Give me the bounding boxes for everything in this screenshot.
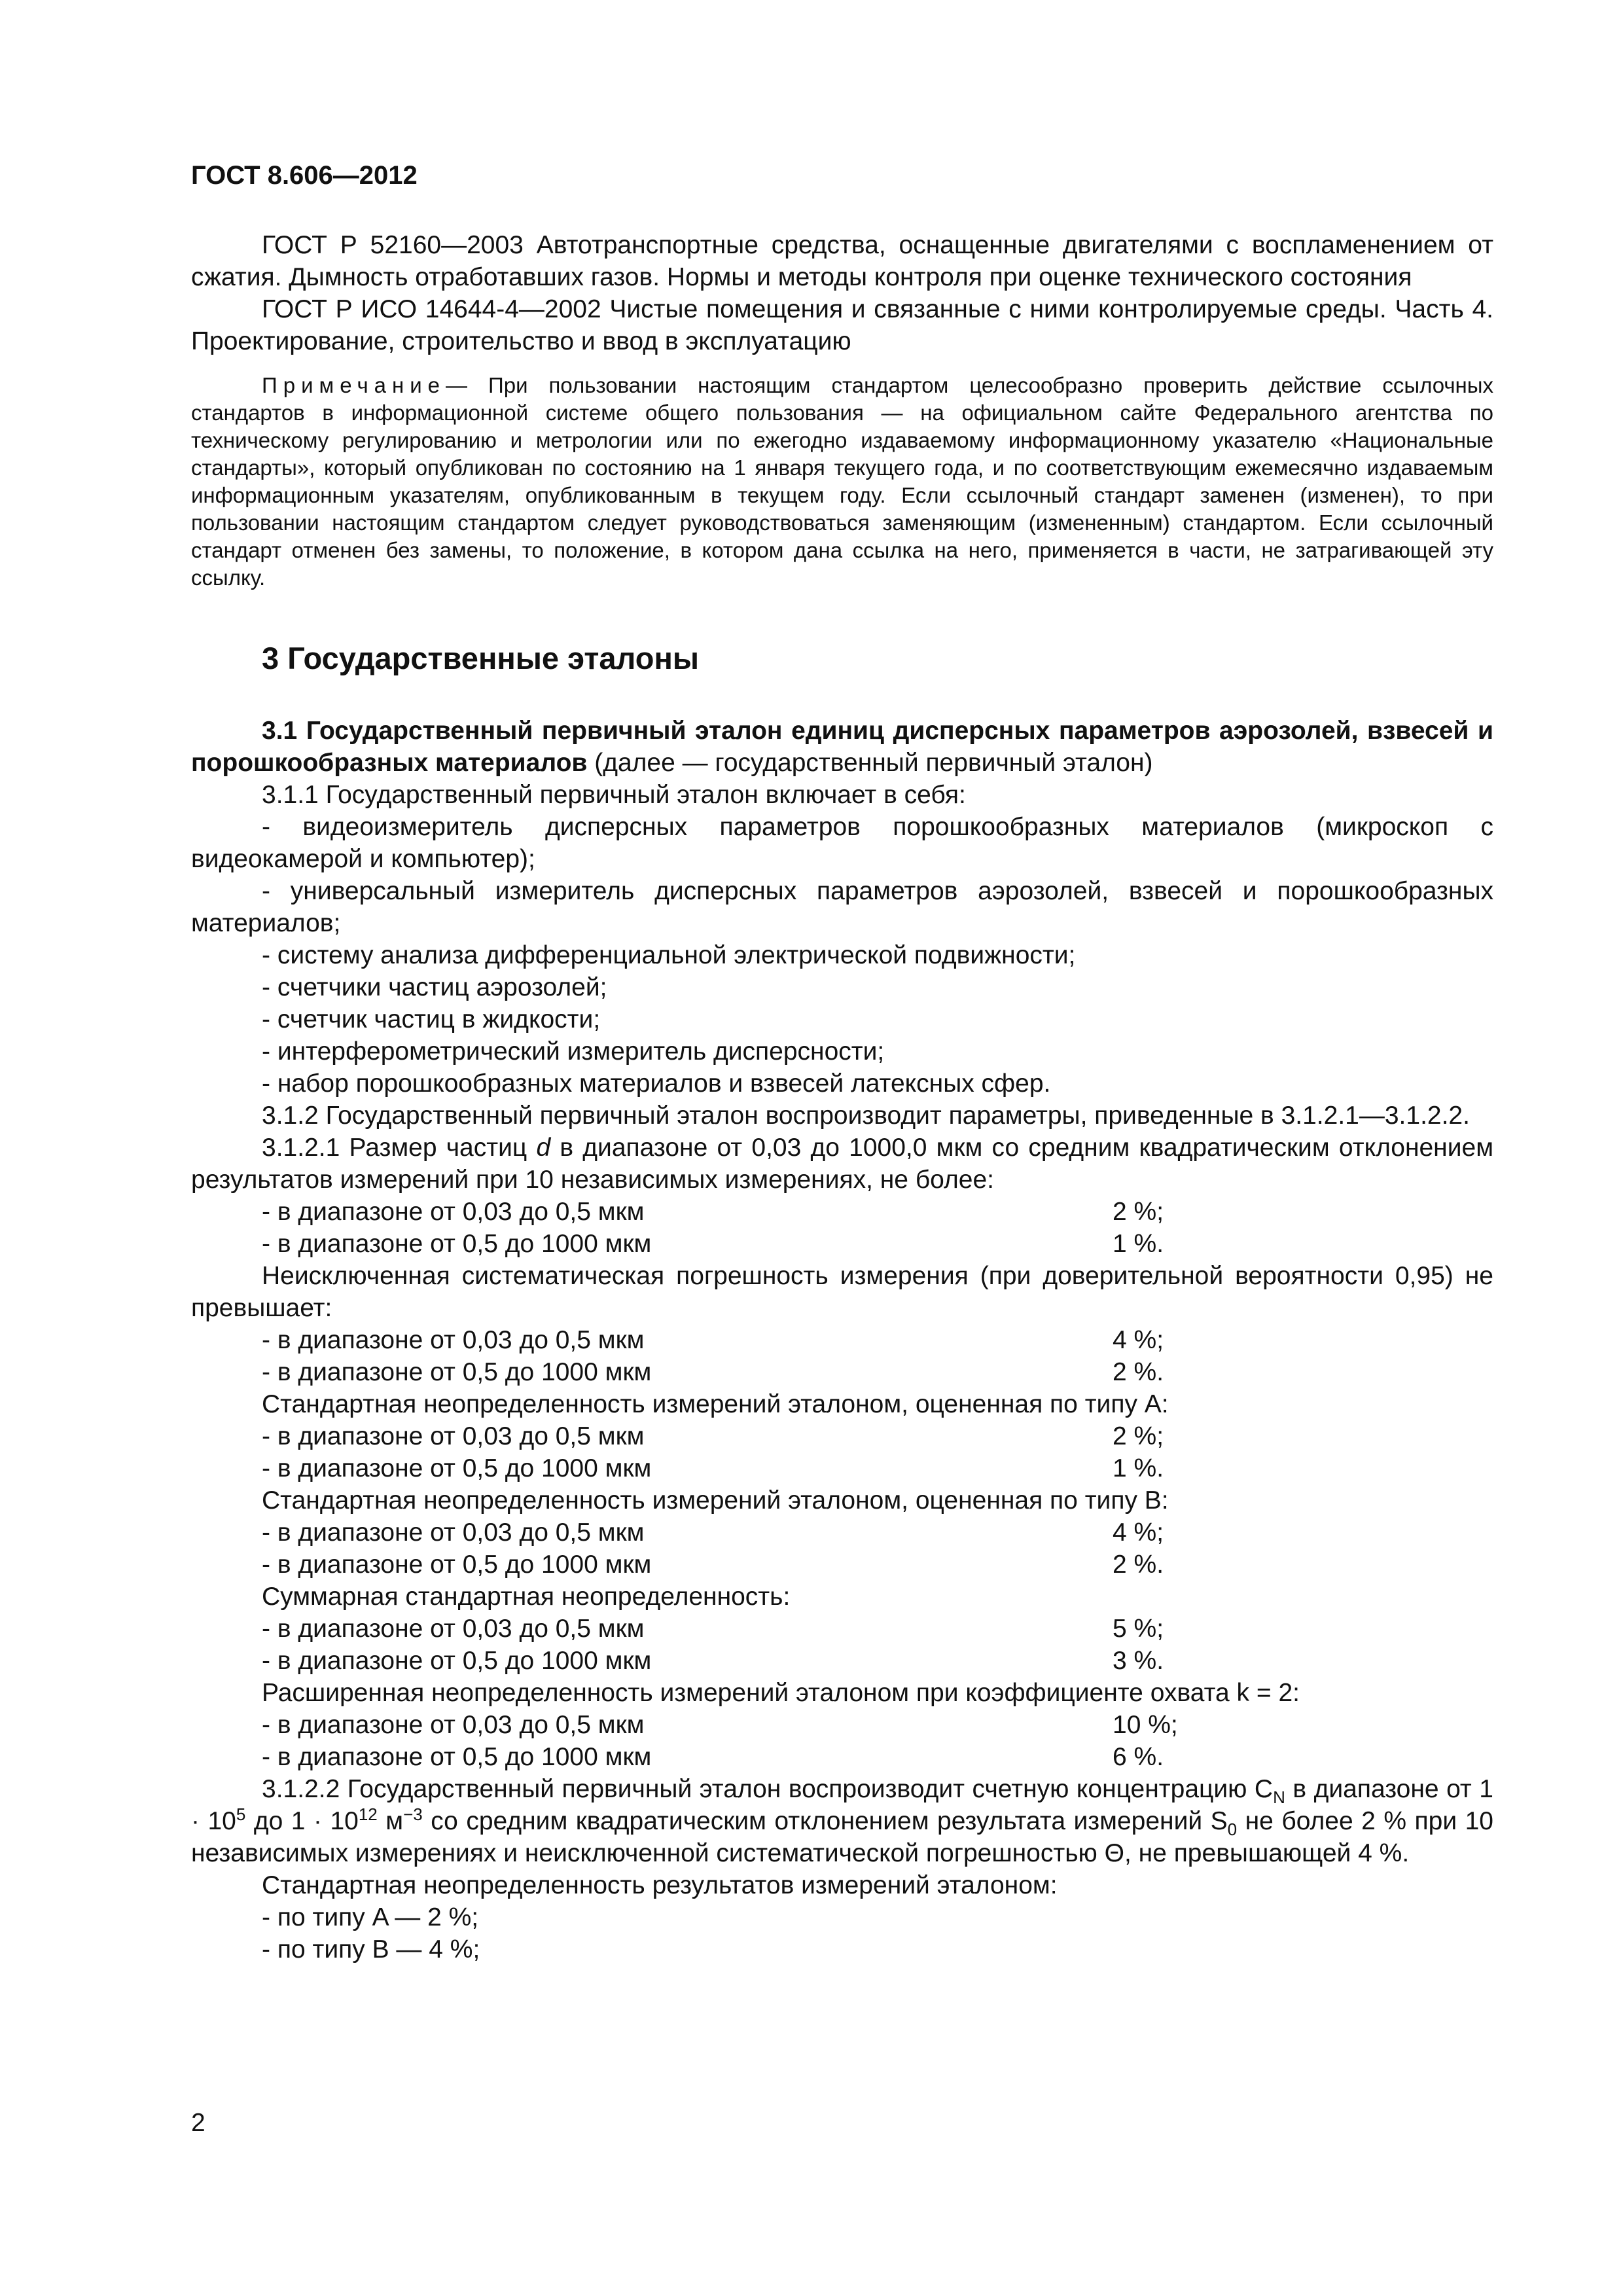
- range-label: - в диапазоне от 0,5 до 1000 мкм: [262, 1358, 652, 1386]
- page-number: 2: [191, 2109, 205, 2137]
- list-item: - счетчики частиц аэрозолей;: [262, 973, 607, 1001]
- range-value: 5 %;: [1113, 1615, 1164, 1643]
- range-label: - в диапазоне от 0,03 до 0,5 мкм: [262, 1422, 645, 1450]
- subsection-title-bold: 3.1 Государственный первичный эталон единиц дисперсных параметров аэрозолей, взвесей и порошкообразных материалов: [191, 717, 1493, 777]
- range-label: - в диапазоне от 0,5 до 1000 мкм: [262, 1551, 652, 1579]
- subsection-title: [191, 715, 1493, 779]
- range-value: 1 %.: [1113, 1454, 1164, 1482]
- range-row: [191, 1324, 1493, 1356]
- subscript: 0: [1227, 1819, 1238, 1839]
- text-run: до 1 · 10: [245, 1807, 359, 1835]
- subscript: N: [1273, 1787, 1285, 1807]
- range-label: - в диапазоне от 0,03 до 0,5 мкм: [262, 1326, 645, 1354]
- range-label: - в диапазоне от 0,5 до 1000 мкм: [262, 1647, 652, 1675]
- range-label: - в диапазоне от 0,5 до 1000 мкм: [262, 1743, 652, 1771]
- range-value: 2 %;: [1113, 1422, 1164, 1450]
- range-row: [191, 1645, 1493, 1677]
- note-paragraph: [191, 372, 1493, 592]
- list-item: - интерферометрический измеритель дисперсности;: [262, 1037, 885, 1066]
- list-item: - по типу A — 2 %;: [262, 1903, 479, 1931]
- section-body: [191, 715, 1493, 1965]
- superscript: 12: [358, 1804, 378, 1824]
- range-row: [191, 1420, 1493, 1452]
- superscript: 5: [236, 1804, 246, 1824]
- variable-d: d: [536, 1134, 551, 1162]
- paragraph-3-1-2-1: [191, 1132, 1493, 1196]
- range-value: 2 %.: [1113, 1551, 1164, 1579]
- text-run: в диапазоне от 1 · 10: [191, 1775, 1493, 1835]
- range-value: 3 %.: [1113, 1647, 1164, 1675]
- list-item: - набор порошкообразных материалов и взвесей латексных сфер.: [262, 1069, 1051, 1098]
- block-title: Стандартная неопределенность измерений эталоном, оцененная по типу B:: [262, 1486, 1169, 1515]
- reference-item: ГОСТ Р ИСО 14644-4—2002 Чистые помещения и связанные с ними контролируемые среды. Часть 4. Проектирование, строительство и ввод в эксплуатацию: [191, 295, 1493, 355]
- block-title: Стандартная неопределенность измерений эталоном, оцененная по типу A:: [262, 1390, 1169, 1418]
- range-row: [191, 1613, 1493, 1645]
- paragraph-3-1-1: 3.1.1 Государственный первичный эталон включает в себя:: [262, 781, 966, 809]
- range-row: [191, 1549, 1493, 1581]
- range-label: - в диапазоне от 0,03 до 0,5 мкм: [262, 1615, 645, 1643]
- range-row: [191, 1709, 1493, 1741]
- note-label: Примечание: [262, 373, 446, 397]
- reference-item: ГОСТ Р 52160—2003 Автотранспортные средства, оснащенные двигателями с воспламенением от сжатия. Дымность отработавших газов. Нормы и методы контроля при оценке технического состояния: [191, 231, 1493, 291]
- text-run: м: [377, 1807, 404, 1835]
- note-text: — При пользовании настоящим стандартом целесообразно проверить действие ссылочных стандартов в информационной системе общего пользования — на официальном сайте Федерального агентства по техническому регулированию и метрологии или по ежегодно издаваемому информационному указателю «Национальные стандарты», который опубликован по состоянию на 1 января текущего года, и по соответствующим ежемесячно издаваемым информационным указателям, опубликованным в текущем году. Если ссылочный стандарт заменен (изменен), то при пользовании настоящим стандартом следует руководствоваться заменяющим (измененным) стандартом. Если ссылочный стандарт отменен без замены, то положение, в котором дана ссылка на него, применяется в части, не затрагивающей эту ссылку.: [191, 373, 1493, 590]
- block-title: Неисключенная систематическая погрешность измерения (при доверительной вероятности 0,95) не превышает:: [191, 1262, 1493, 1322]
- text-run: 3.1.2.1 Размер частиц: [262, 1134, 537, 1162]
- text-run: 3.1.2.2 Государственный первичный эталон воспроизводит счетную концентрацию C: [262, 1775, 1274, 1803]
- list-item: - видеоизмеритель дисперсных параметров порошкообразных материалов (микроскоп с видеокамерой и компьютер);: [191, 813, 1493, 873]
- subsection-title-normal: (далее — государственный первичный эталон): [587, 749, 1153, 777]
- range-value: 4 %;: [1113, 1518, 1164, 1547]
- paragraph-3-1-2: 3.1.2 Государственный первичный эталон воспроизводит параметры, приведенные в 3.1.2.1—3.1.2.2.: [262, 1102, 1470, 1130]
- range-row: [191, 1741, 1493, 1773]
- superscript: −3: [403, 1804, 423, 1824]
- list-item: - универсальный измеритель дисперсных параметров аэрозолей, взвесей и порошкообразных материалов;: [191, 877, 1493, 937]
- std-uncert-title: Стандартная неопределенность результатов измерений эталоном:: [262, 1871, 1058, 1899]
- range-value: 4 %;: [1113, 1326, 1164, 1354]
- range-row: [191, 1516, 1493, 1549]
- range-row: [191, 1356, 1493, 1388]
- block-title: Расширенная неопределенность измерений эталоном при коэффициенте охвата k = 2:: [262, 1679, 1300, 1707]
- list-item: - систему анализа дифференциальной электрической подвижности;: [262, 941, 1076, 969]
- range-label: - в диапазоне от 0,03 до 0,5 мкм: [262, 1198, 645, 1226]
- list-item: - по типу B — 4 %;: [262, 1935, 480, 1964]
- range-row: [191, 1452, 1493, 1484]
- range-value: 2 %.: [1113, 1358, 1164, 1386]
- text-run: не более 2 % при 10 независимых измерениях и неисключенной систематической погрешностью Θ, не превышающей 4 %.: [191, 1807, 1493, 1867]
- range-label: - в диапазоне от 0,03 до 0,5 мкм: [262, 1711, 645, 1739]
- range-value: 10 %;: [1113, 1711, 1178, 1739]
- section-title: 3 Государственные эталоны: [262, 641, 700, 675]
- range-label: - в диапазоне от 0,5 до 1000 мкм: [262, 1454, 652, 1482]
- block-title: Суммарная стандартная неопределенность:: [262, 1583, 791, 1611]
- list-item: - счетчик частиц в жидкости;: [262, 1005, 601, 1033]
- paragraph-3-1-2-2: [191, 1773, 1493, 1869]
- range-value: 2 %;: [1113, 1198, 1164, 1226]
- range-label: - в диапазоне от 0,03 до 0,5 мкм: [262, 1518, 645, 1547]
- range-label: - в диапазоне от 0,5 до 1000 мкм: [262, 1230, 652, 1258]
- range-row: [191, 1228, 1493, 1260]
- range-row: [191, 1196, 1493, 1228]
- references-block: [191, 229, 1493, 357]
- range-value: 1 %.: [1113, 1230, 1164, 1258]
- range-value: 6 %.: [1113, 1743, 1164, 1771]
- text-run: со средним квадратическим отклонением результата измерений S: [422, 1807, 1228, 1835]
- document-header: ГОСТ 8.606—2012: [191, 161, 418, 190]
- text-run: в диапазоне от 0,03 до 1000,0 мкм со средним квадратическим отклонением результатов измерений при 10 независимых измерениях, не более:: [191, 1134, 1494, 1194]
